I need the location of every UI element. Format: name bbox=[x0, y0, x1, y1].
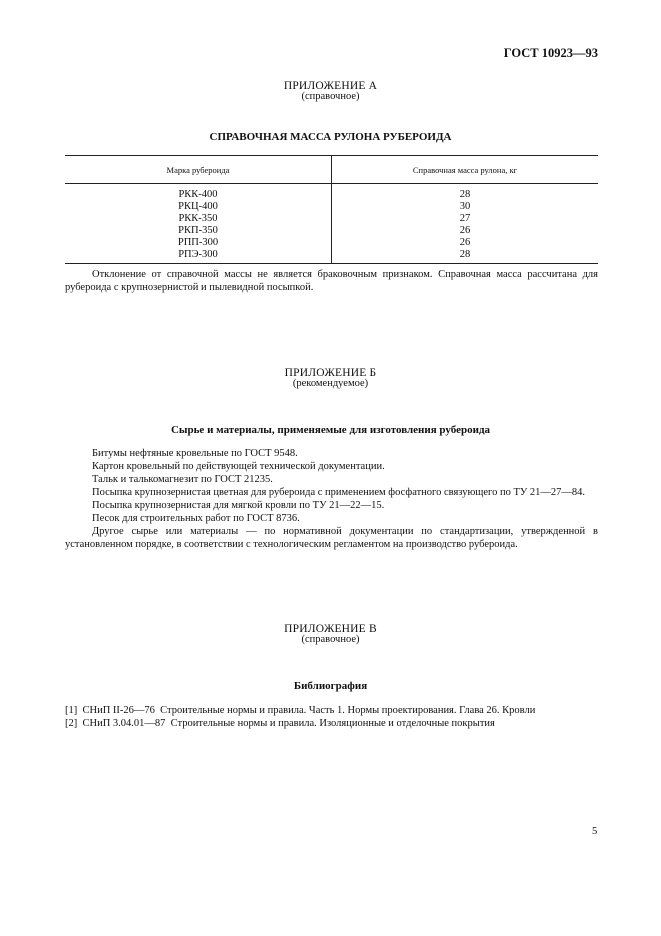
mass-cell: 28 bbox=[332, 249, 599, 264]
grade-cell: РКК-350 bbox=[178, 213, 218, 224]
list-item: Битумы нефтяные кровельные по ГОСТ 9548. bbox=[92, 448, 298, 459]
grade-cell: РКК-400 bbox=[178, 189, 218, 200]
table-row bbox=[65, 225, 598, 237]
table-row bbox=[65, 184, 598, 202]
appendix-c-status: (справочное) bbox=[301, 634, 360, 645]
page-number: 5 bbox=[592, 826, 598, 837]
mass-cell: 26 bbox=[332, 237, 599, 249]
appendix-a-title: ПРИЛОЖЕНИЕ А bbox=[283, 80, 378, 92]
mass-cell: 28 bbox=[332, 184, 599, 202]
column-header-grade: Марка рубероида bbox=[65, 156, 332, 184]
bibliography-item: [1] СНиП II-26—76 Строительные нормы и правила. Часть 1. Нормы проектирования. Глава 26. Кровли bbox=[65, 705, 536, 716]
appendix-b-heading: Сырье и материалы, применяемые для изготовления рубероида bbox=[170, 424, 491, 436]
mass-cell: 27 bbox=[332, 213, 599, 225]
mass-cell: 30 bbox=[332, 201, 599, 213]
table-row bbox=[65, 249, 598, 264]
list-item: Картон кровельный по действующей технической документации. bbox=[92, 461, 385, 472]
list-item: Посыпка крупнозернистая для мягкой кровли по ТУ 21—22—15. bbox=[92, 500, 385, 511]
appendix-b-title: ПРИЛОЖЕНИЕ Б bbox=[284, 367, 377, 379]
table-row bbox=[65, 201, 598, 213]
document-code: ГОСТ 10923—93 bbox=[503, 46, 598, 60]
materials-list bbox=[65, 447, 598, 551]
bibliography-list bbox=[65, 704, 535, 730]
grade-cell: РПЭ-300 bbox=[65, 249, 332, 264]
grade-cell: РКП-350 bbox=[178, 225, 218, 236]
grade-cell: РПП-300 bbox=[177, 237, 219, 248]
table-row bbox=[65, 237, 598, 249]
reference-mass-table bbox=[65, 155, 598, 264]
appendix-a-heading: СПРАВОЧНАЯ МАССА РУЛОНА РУБЕРОИДА bbox=[209, 131, 452, 143]
list-item: Песок для строительных работ по ГОСТ 8736. bbox=[92, 513, 300, 524]
list-item: Другое сырье или материалы — по нормативной документации по стандартизации, утвержденной в установленном порядке, в соответствии с технологическим регламентом на производство рубероида. bbox=[65, 526, 598, 550]
appendix-c-title: ПРИЛОЖЕНИЕ В bbox=[284, 623, 377, 635]
grade-cell: РКЦ-400 bbox=[178, 201, 218, 212]
appendix-a-note: Отклонение от справочной массы не является браковочным признаком. Справочная масса рассчитана для рубероида с крупнозернистой и пылевидной посыпкой. bbox=[65, 269, 598, 293]
table-row bbox=[65, 213, 598, 225]
bibliography-heading: Библиография bbox=[293, 680, 368, 692]
list-item: Посыпка крупнозернистая цветная для рубероида с применением фосфатного связующего по ТУ 21—27—84. bbox=[92, 487, 586, 498]
appendix-a-status: (справочное) bbox=[301, 91, 360, 102]
list-item: Тальк и талькомагнезит по ГОСТ 21235. bbox=[92, 474, 273, 485]
column-header-mass: Справочная масса рулона, кг bbox=[332, 156, 599, 184]
bibliography-item: [2] СНиП 3.04.01—87 Строительные нормы и правила. Изоляционные и отделочные покрытия bbox=[65, 718, 495, 729]
appendix-b-status: (рекомендуемое) bbox=[292, 378, 369, 389]
mass-cell: 26 bbox=[332, 225, 599, 237]
